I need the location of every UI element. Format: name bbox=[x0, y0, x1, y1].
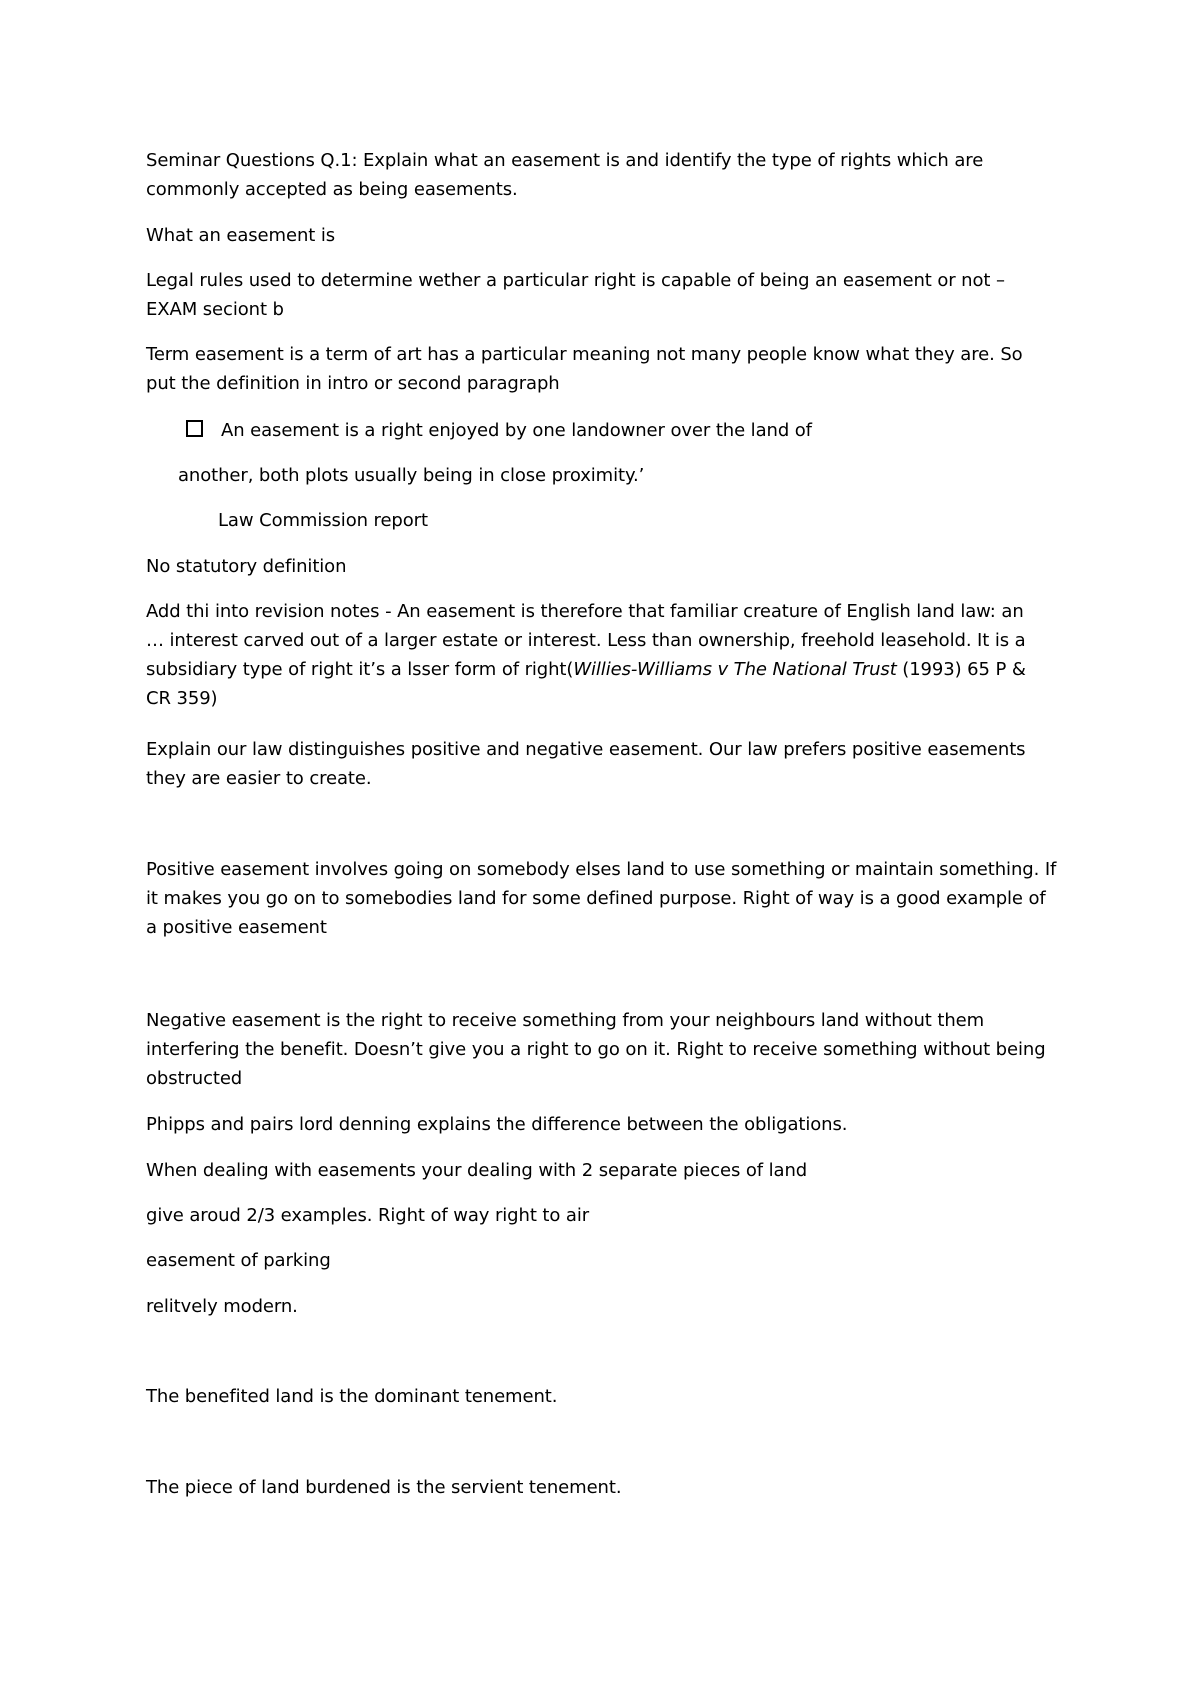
positive-easement-paragraph bbox=[146, 855, 1056, 942]
seminar-question-line-1: Seminar Questions Q.1: Explain what an easement is and identify the type of rights which are bbox=[146, 150, 984, 171]
parking-paragraph bbox=[146, 1246, 331, 1275]
benefited-paragraph bbox=[146, 1382, 557, 1411]
explain-line-1: Explain our law distinguishes positive and negative easement. Our law prefers positive easements bbox=[146, 739, 1026, 760]
bullet-line bbox=[186, 416, 812, 445]
bullet-continuation-text: another, both plots usually being in close proximity.’ bbox=[178, 465, 645, 486]
relitvely-text: relitvely modern. bbox=[146, 1296, 298, 1317]
when-dealing-text: When dealing with easements your dealing with 2 separate pieces of land bbox=[146, 1160, 808, 1181]
term-line-1: Term easement is a term of art has a particular meaning not many people know what they are. So bbox=[146, 344, 1023, 365]
examples-paragraph bbox=[146, 1201, 589, 1230]
revision-notes-paragraph bbox=[146, 597, 1026, 713]
heading-what-an-easement-is bbox=[146, 221, 335, 250]
revision-line-1: Add thi into revision notes - An easement is therefore that familiar creature of English land law: an bbox=[146, 601, 1024, 622]
explain-paragraph bbox=[146, 735, 1025, 793]
law-commission-text: Law Commission report bbox=[218, 510, 428, 531]
negative-easement-paragraph bbox=[146, 1006, 1046, 1093]
positive-line-3: a positive easement bbox=[146, 917, 327, 938]
revision-line-4: CR 359) bbox=[146, 688, 218, 709]
parking-text: easement of parking bbox=[146, 1250, 331, 1271]
legal-rules-line-1: Legal rules used to determine wether a particular right is capable of being an easement or not – bbox=[146, 270, 1005, 291]
bullet-text: An easement is a right enjoyed by one landowner over the land of bbox=[221, 420, 812, 441]
seminar-question-line-2: commonly accepted as being easements. bbox=[146, 179, 518, 200]
heading-text: What an easement is bbox=[146, 225, 336, 246]
seminar-question bbox=[146, 146, 983, 204]
revision-line-3-pre: subsidiary type of right it’s a lsser form of right( bbox=[146, 659, 574, 680]
examples-text: give aroud 2/3 examples. Right of way right to air bbox=[146, 1205, 590, 1226]
bullet-item bbox=[186, 416, 812, 445]
negative-line-1: Negative easement is the right to receive something from your neighbours land without them bbox=[146, 1010, 985, 1031]
legal-rules-paragraph bbox=[146, 266, 1005, 324]
phipps-paragraph bbox=[146, 1110, 847, 1139]
law-commission-report bbox=[218, 506, 428, 535]
explain-line-2: they are easier to create. bbox=[146, 768, 372, 789]
negative-line-3: obstructed bbox=[146, 1068, 243, 1089]
when-dealing-paragraph bbox=[146, 1156, 807, 1185]
positive-line-2: it makes you go on to somebodies land for some defined purpose. Right of way is a good example of bbox=[146, 888, 1046, 909]
no-statutory-definition bbox=[146, 552, 346, 581]
burdened-text: The piece of land burdened is the servient tenement. bbox=[146, 1477, 622, 1498]
legal-rules-line-2: EXAM seciont b bbox=[146, 299, 284, 320]
revision-line-3 bbox=[146, 655, 1026, 684]
no-statutory-text: No statutory definition bbox=[146, 556, 347, 577]
revision-line-2: … interest carved out of a larger estate or interest. Less than ownership, freehold leasehold. It is a bbox=[146, 630, 1026, 651]
checkbox-bullet-icon bbox=[186, 420, 203, 437]
positive-line-1: Positive easement involves going on somebody elses land to use something or maintain something. If bbox=[146, 859, 1057, 880]
case-citation: Willies-Williams v The National Trust bbox=[573, 659, 897, 680]
burdened-paragraph bbox=[146, 1473, 621, 1502]
term-line-2: put the definition in intro or second paragraph bbox=[146, 373, 560, 394]
phipps-text: Phipps and pairs lord denning explains the difference between the obligations. bbox=[146, 1114, 848, 1135]
revision-line-3-post: (1993) 65 P & bbox=[896, 659, 1026, 680]
bullet-continuation bbox=[178, 461, 644, 490]
relitvely-paragraph bbox=[146, 1292, 298, 1321]
negative-line-2: interfering the benefit. Doesn’t give you a right to go on it. Right to receive something without being bbox=[146, 1039, 1046, 1060]
benefited-text: The benefited land is the dominant tenement. bbox=[146, 1386, 558, 1407]
term-paragraph bbox=[146, 340, 1023, 398]
